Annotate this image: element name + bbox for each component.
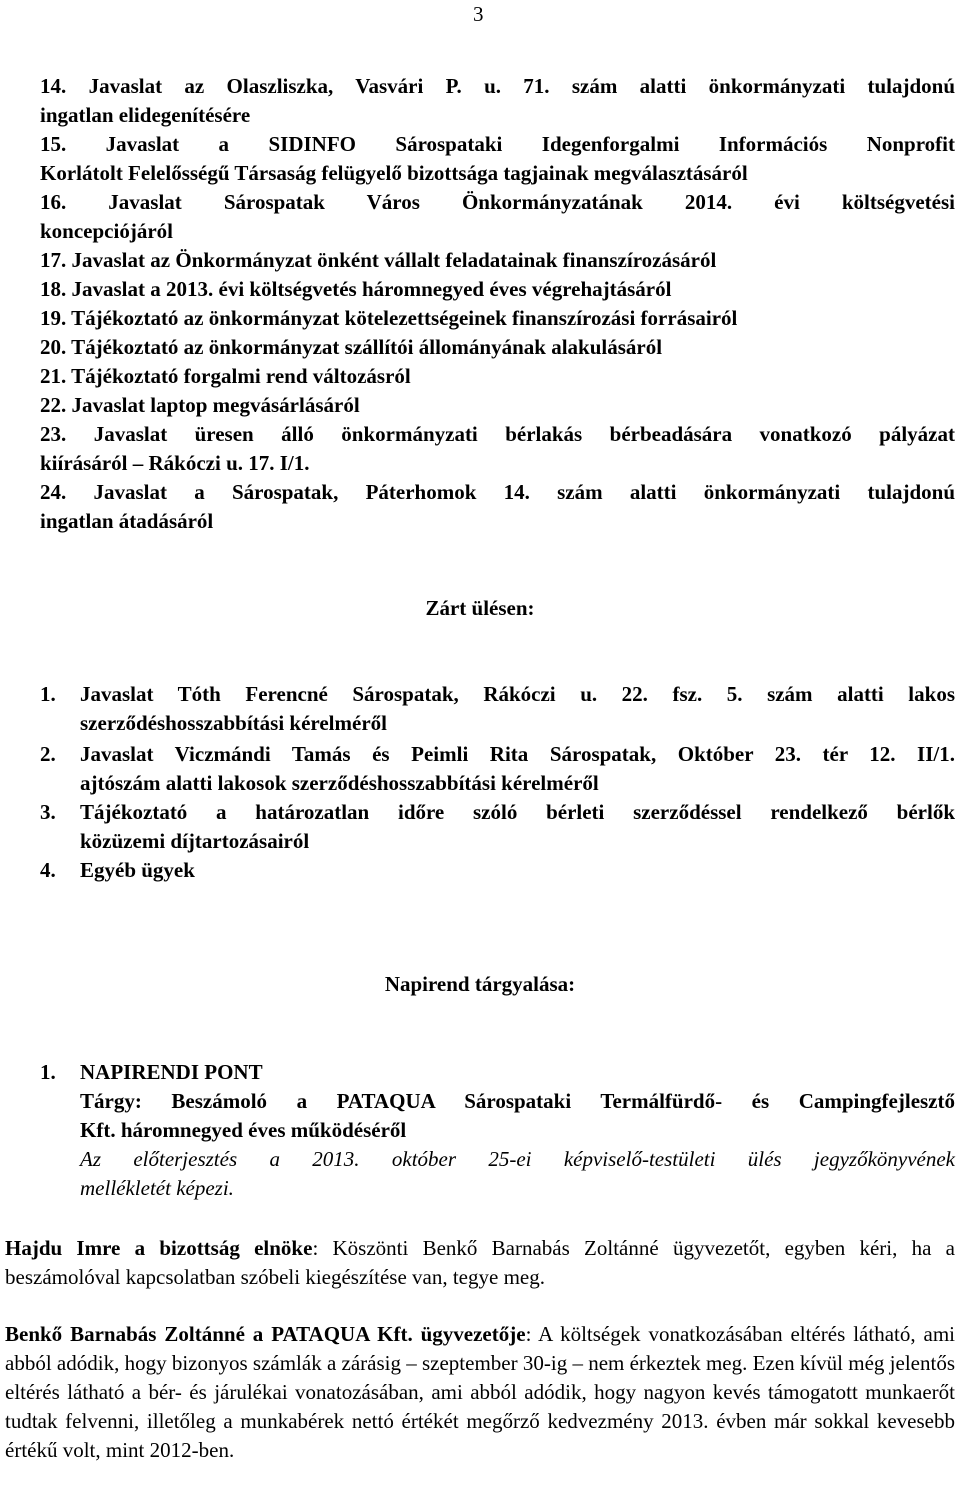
item-text-cont: szerződéshosszabbítási kérelméről: [80, 711, 387, 735]
item-text: Tájékoztató a határozatlan időre szóló bérleti szerződéssel rendelkező bérlők: [80, 800, 955, 824]
speaker-name: Hajdu Imre a bizottság elnöke: [5, 1236, 313, 1260]
point-subject-cont: Kft. háromnegyed éves működéséről: [80, 1118, 407, 1142]
item-text-cont: kiírásáról – Rákóczi u. 17. I/1.: [40, 451, 310, 475]
point-note: Az előterjesztés a 2013. október 25-ei képviselő-testületi ülés jegyzőkönyvének: [80, 1147, 955, 1171]
closed-session-heading: Zárt ülésen:: [425, 596, 535, 620]
agenda-item-22: [40, 391, 955, 420]
agenda-point-1: [40, 1058, 955, 1203]
item-text: Javaslat a SIDINFO Sárospataki Idegenforgalmi Információs Nonprofit: [105, 132, 955, 156]
item-text: Javaslat az Olaszliszka, Vasvári P. u. 71. szám alatti önkormányzati tulajdonú: [88, 74, 956, 98]
item-text: Tájékoztató az önkormányzat szállítói állományának alakulásáról: [71, 335, 663, 359]
paragraph-director: [5, 1320, 955, 1465]
item-number: 23.: [40, 422, 67, 446]
item-text: Javaslat az Önkormányzat önként vállalt feladatainak finanszírozásáról: [71, 248, 717, 272]
item-text: Javaslat a 2013. évi költségvetés háromnegyed éves végrehajtásáról: [71, 277, 672, 301]
item-text: Javaslat a Sárospatak, Páterhomok 14. szám alatti önkormányzati tulajdonú: [93, 480, 955, 504]
item-number: 2.: [40, 742, 56, 766]
item-text-cont: ajtószám alatti lakosok szerződéshosszabbítási kérelméről: [80, 771, 599, 795]
point-title: NAPIRENDI PONT: [80, 1060, 263, 1084]
item-text-cont: Korlátolt Felelősségű Társaság felügyelő bizottsága tagjainak megválasztásáról: [40, 161, 748, 185]
agenda-item-21: [40, 362, 955, 391]
agenda-item-23: [40, 420, 955, 478]
item-number: 4.: [40, 858, 56, 882]
item-text-cont: koncepciójáról: [40, 219, 173, 243]
item-text-cont: ingatlan elidegenítésére: [40, 103, 251, 127]
item-text: Tájékoztató forgalmi rend változásról: [71, 364, 411, 388]
item-number: 17.: [40, 248, 67, 272]
agenda-discussion-heading: Napirend tárgyalása:: [384, 972, 576, 996]
item-number: 19.: [40, 306, 67, 330]
agenda-item-20: [40, 333, 955, 362]
speech-text: : Köszönti Benkő Barnabás Zoltánné ügyvezetőt, egyben kéri, ha a beszámolóval kapcsolatban szóbeli kiegészítése van, tegye meg.: [5, 1236, 955, 1289]
agenda-item-24: [40, 478, 955, 536]
agenda-item-15: [40, 130, 955, 188]
point-number: 1.: [40, 1060, 56, 1084]
paragraph-chairman: [5, 1234, 955, 1292]
speaker-name: Benkő Barnabás Zoltánné a PATAQUA Kft. ügyvezetője: [5, 1322, 526, 1346]
item-text: Javaslat üresen álló önkormányzati bérlakás bérbeadására vonatkozó pályázat: [93, 422, 955, 446]
item-number: 1.: [40, 682, 56, 706]
item-text: Javaslat Sárospatak Város Önkormányzatának 2014. évi költségvetési: [108, 190, 956, 214]
item-number: 3.: [40, 800, 56, 824]
closed-item-1: [40, 680, 955, 738]
agenda-item-17: [40, 246, 955, 275]
agenda-item-16: [40, 188, 955, 246]
closed-item-3: [40, 798, 955, 856]
item-number: 20.: [40, 335, 67, 359]
point-note-cont: mellékletét képezi.: [80, 1176, 234, 1200]
item-text: Javaslat laptop megvásárlásáról: [71, 393, 360, 417]
item-text-cont: közüzemi díjtartozásairól: [80, 829, 310, 853]
item-text: Egyéb ügyek: [80, 858, 195, 882]
item-number: 24.: [40, 480, 67, 504]
item-text: Javaslat Viczmándi Tamás és Peimli Rita Sárospatak, Október 23. tér 12. II/1.: [80, 742, 955, 766]
page-number: 3: [473, 2, 484, 26]
agenda-item-19: [40, 304, 955, 333]
item-number: 16.: [40, 190, 67, 214]
closed-item-4: [40, 856, 955, 885]
speech-text: : A költségek vonatkozásában eltérés látható, ami abból adódik, hogy bizonyos számlák a zárásig – szeptember 30-ig – nem érkeztek meg. Ezen kívül még jelentős eltérés látható a bér- és járulékai vonatozásában, ami abból adódik, hogy nagyon kevés támogatott munkaerőt tudtak felvenni, illetőleg a munkabérek nettó értékét megőrző kedvezmény 2013. évben már sokkal kevesebb értékű volt, mint 2012-ben.: [5, 1322, 955, 1462]
item-number: 18.: [40, 277, 67, 301]
item-text-cont: ingatlan átadásáról: [40, 509, 214, 533]
closed-item-2: [40, 740, 955, 798]
agenda-item-18: [40, 275, 955, 304]
point-subject: Tárgy: Beszámoló a PATAQUA Sárospataki Termálfürdő- és Campingfejlesztő: [80, 1089, 955, 1113]
agenda-item-14: [40, 72, 955, 130]
item-number: 22.: [40, 393, 67, 417]
item-number: 15.: [40, 132, 67, 156]
item-text: Javaslat Tóth Ferencné Sárospatak, Rákóczi u. 22. fsz. 5. szám alatti lakos: [80, 682, 955, 706]
item-number: 21.: [40, 364, 67, 388]
item-number: 14.: [40, 74, 67, 98]
item-text: Tájékoztató az önkormányzat kötelezettségeinek finanszírozási forrásairól: [71, 306, 738, 330]
